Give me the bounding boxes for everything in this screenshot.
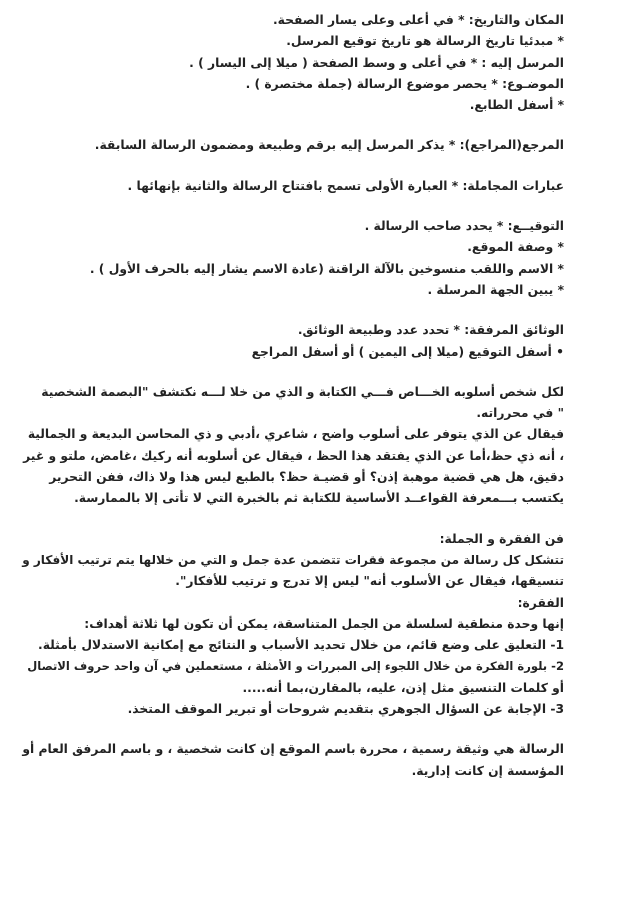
text-line: المؤسسة إن كانت إدارية. (411, 763, 564, 778)
text-line: ، أنه ذي حظ،أما عن الذي يفتقد هذا الحظ ، فيقال عن أسلوبه أنه ركيك ،غامض، ملتو و غير (23, 448, 564, 463)
text-line: * أسفل الطابع. (469, 98, 564, 113)
definition-section (22, 739, 564, 782)
courtesy-section (22, 176, 564, 197)
text-line: يكتسب بـــمعرفة القواعــد الأساسية للكتابة ثم بالخبرة التي لا تأتى إلا بالممارسة. (74, 491, 564, 506)
text-line: فيقال عن الذي يتوفر على أسلوب واضح ، شاعري ،أدبي و ذي المحاسن البديعة و الجمالية (27, 427, 564, 442)
style-section (22, 382, 564, 510)
spacer (22, 510, 564, 529)
signature-section (22, 216, 564, 301)
text-line: الفقرة: (517, 595, 564, 610)
text-line: تتشكل كل رسالة من مجموعة فقرات تتضمن عدة جمل و التي من خلالها يتم ترتيب الأفكار و (22, 552, 564, 567)
text-line: لكل شخص أسلوبه الخـــاص فـــي الكتابة و الذي من خلا لـــه نكتشف "البصمة الشخصية (41, 384, 564, 399)
text-line: * مبدئيا تاريخ الرسالة هو تاريخ توقيع المرسل. (286, 34, 564, 49)
text-line: المكان والتاريخ: * في أعلى وعلى يسار الصفحة. (272, 13, 564, 27)
text-line: المرجع(المراجع): * يذكر المرسل إليه برقم وطبيعة ومضمون الرسالة السابقة. (94, 138, 564, 153)
attachments-section (22, 320, 564, 363)
text-line: عبارات المجاملة: * العبارة الأولى تسمح بافتتاح الرسالة والثانية بإنهائها . (127, 178, 564, 193)
text-line: دقيق، هل هي قضية موهبة إذن؟ أو قضيـة حظ؟ بالطبع ليس هذا ولا ذاك، ففن التحرير (49, 470, 564, 485)
text-line: 2- بلورة الفكرة من خلال اللجوء إلى المبررات و الأمثلة ، مستعملين في آن واحد حروف الاتصال (27, 659, 564, 674)
text-line: إنها وحدة منطقية لسلسلة من الجمل المتناسقة، يمكن أن تكون لها ثلاثة أهداف: (84, 616, 564, 631)
text-line: تنسيقها، فيقال عن الأسلوب أنه" ليس إلا تدرج و ترتيب للأفكار". (175, 574, 564, 589)
text-line: المرسل إليه : * في أعلى و وسط الصفحة ( ميلا إلى اليسار ) . (189, 55, 564, 70)
text-line: الموضـوع: * يحصر موضوع الرسالة (جملة مختصرة ) . (245, 76, 564, 91)
text-line: التوقيــع: * يحدد صاحب الرسالة . (364, 219, 564, 234)
text-line: الوثائق المرفقة: * تحدد عدد وطبيعة الوثائق. (297, 323, 564, 338)
spacer (22, 157, 564, 176)
spacer (22, 197, 564, 216)
spacer (22, 363, 564, 382)
text-line: 1- التعليق على وضع قائم، من خلال تحديد الأسباب و النتائج مع إمكانية الاستدلال بأمثلة. (38, 638, 564, 653)
reference-section (22, 135, 564, 156)
text-line: فن الفقرة و الجملة: (439, 531, 564, 546)
text-line: • أسفل التوقيع (ميلا إلى اليمين ) أو أسفل المراجع (251, 344, 564, 359)
spacer (22, 720, 564, 739)
header-section (22, 10, 564, 116)
text-line: * الاسم واللقب منسوخين بالآلة الراقنة (عادة الاسم يشار إليه بالحرف الأول ) . (89, 261, 564, 276)
text-line: الرسالة هي وثيقة رسمية ، محررة باسم الموقع إن كانت شخصية ، و باسم المرفق العام أو (22, 742, 564, 757)
paragraph-section (22, 529, 564, 721)
text-line: " في محرراته. (476, 406, 564, 421)
text-line: * وصفة الموقع. (467, 240, 564, 255)
spacer (22, 301, 564, 320)
text-line: أو كلمات التنسيق مثل إذن، عليه، بالمقارن،بما أنه..... (242, 680, 564, 695)
text-line: * يبين الجهة المرسلة . (427, 282, 564, 297)
text-line: 3- الإجابة عن السؤال الجوهري بتقديم شروحات أو تبرير الموقف المتخذ. (127, 702, 564, 717)
spacer (22, 116, 564, 135)
